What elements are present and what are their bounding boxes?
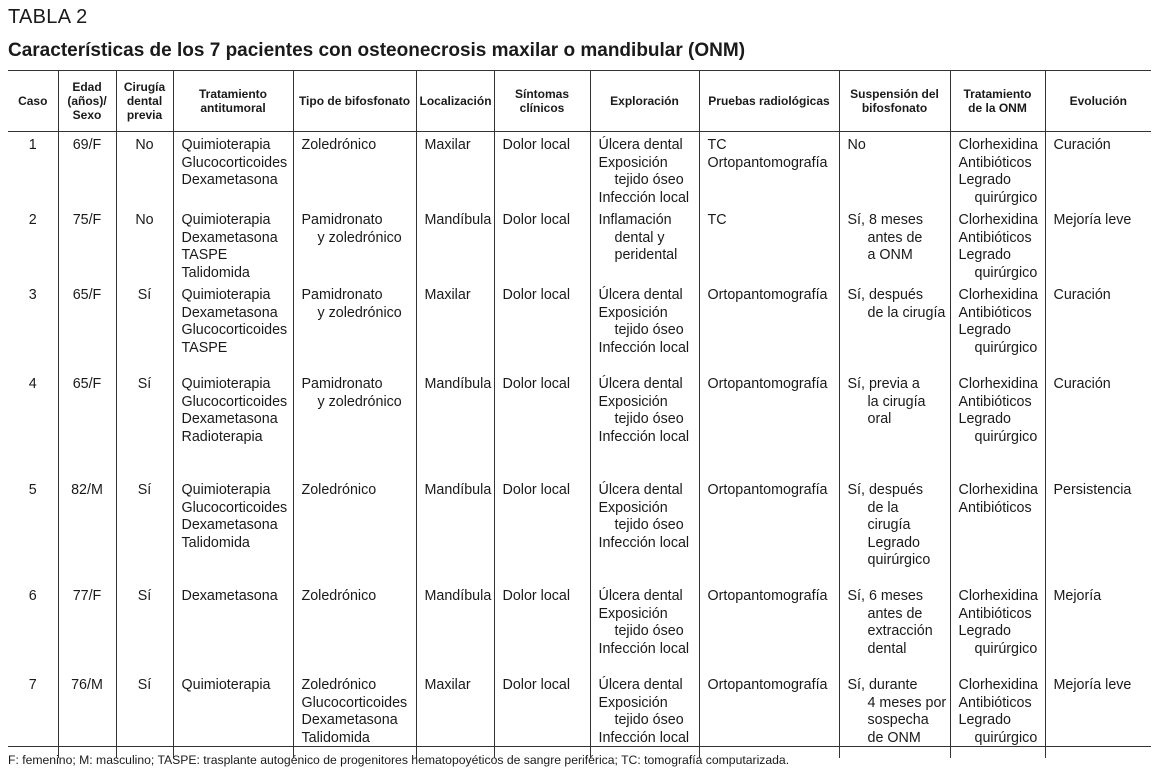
header-text: bifosfonato xyxy=(861,101,928,115)
cell-text: Dolor local xyxy=(502,376,571,392)
cell-text: Sí xyxy=(137,677,152,693)
cell-exploracion xyxy=(590,477,699,583)
cell-tipo-bifosfonato xyxy=(293,583,416,672)
cell-line: Ortopantomografía xyxy=(707,588,828,604)
cell-suspension-bifosfonato xyxy=(839,672,950,758)
cell-line: quirúrgico xyxy=(974,264,1038,281)
cell-line: Talidomida xyxy=(181,264,250,281)
cell-tratamiento-onm xyxy=(950,672,1045,758)
cell-edad-sexo xyxy=(58,207,116,282)
cell-line: No xyxy=(847,137,866,153)
cell-pruebas-radiologicas xyxy=(699,371,839,477)
header-text: Cirugía xyxy=(123,80,166,94)
cell-text: 7 xyxy=(28,677,37,693)
cell-line: tejido óseo xyxy=(614,623,684,639)
cell-text: Mandíbula xyxy=(424,588,492,604)
cell-text: 82/M xyxy=(71,482,103,498)
cell-localizacion xyxy=(416,672,494,758)
cell-text: 6 xyxy=(28,588,37,604)
cell-tipo-bifosfonato xyxy=(293,371,416,477)
cell-evolucion xyxy=(1045,207,1151,282)
cell-caso xyxy=(8,583,58,672)
header-exploracion xyxy=(590,71,699,132)
cell-pruebas-radiologicas xyxy=(699,583,839,672)
cell-line: Exposición xyxy=(598,605,668,622)
cell-text: Mandíbula xyxy=(424,482,492,498)
cell-text: Maxilar xyxy=(424,137,471,153)
cell-text: 2 xyxy=(28,212,37,228)
cell-sintomas xyxy=(494,672,590,758)
cell-pruebas-radiologicas xyxy=(699,282,839,371)
cell-line: TASPE xyxy=(181,247,228,263)
cell-line: Dexametasona xyxy=(181,517,278,533)
cell-text: Dolor local xyxy=(502,482,571,498)
header-tipo-bifosfonato xyxy=(293,71,416,132)
cell-line: Clorhexidina xyxy=(958,482,1038,498)
cell-pruebas-radiologicas xyxy=(699,672,839,758)
header-text: Localización xyxy=(419,94,492,108)
cell-line: Exposición xyxy=(598,694,668,711)
cell-line: de la cirugía xyxy=(867,304,946,321)
cell-line: Dexametasona xyxy=(181,304,278,321)
cell-line: Sí, durante xyxy=(847,677,918,693)
cell-text: 75/F xyxy=(72,212,102,228)
cell-line: TASPE xyxy=(181,339,228,356)
cell-evolucion xyxy=(1045,477,1151,583)
cell-cirugia-previa xyxy=(116,132,173,208)
cell-caso xyxy=(8,282,58,371)
cell-line: Antibióticos xyxy=(958,229,1032,246)
table-row xyxy=(8,371,1151,477)
cell-exploracion xyxy=(590,132,699,208)
cell-line: Infección local xyxy=(598,428,690,445)
header-pruebas-radiologicas xyxy=(699,71,839,132)
cell-suspension-bifosfonato xyxy=(839,132,950,208)
cell-text: Dolor local xyxy=(502,287,571,303)
cell-line: Infección local xyxy=(598,729,690,746)
cell-text: 1 xyxy=(28,137,37,153)
cell-exploracion xyxy=(590,672,699,758)
cell-tipo-bifosfonato xyxy=(293,477,416,583)
table-row xyxy=(8,282,1151,371)
cell-evolucion xyxy=(1045,371,1151,477)
cell-tratamiento-onm xyxy=(950,477,1045,583)
header-text: (años)/ xyxy=(67,94,107,108)
cell-tipo-bifosfonato xyxy=(293,282,416,371)
table-title: Características de los 7 pacientes con osteonecrosis maxilar o mandibular (ONM) xyxy=(8,40,746,61)
patients-table-container xyxy=(8,70,1151,747)
cell-localizacion xyxy=(416,371,494,477)
cell-edad-sexo xyxy=(58,371,116,477)
cell-exploracion xyxy=(590,371,699,477)
cell-line: Sí, después xyxy=(847,482,924,498)
table-row xyxy=(8,477,1151,583)
cell-text: Dolor local xyxy=(502,588,571,604)
header-caso xyxy=(8,71,58,132)
cell-line: Antibióticos xyxy=(958,605,1032,622)
cell-sintomas xyxy=(494,282,590,371)
cell-cirugia-previa xyxy=(116,282,173,371)
cell-text: Curación xyxy=(1053,287,1111,303)
cell-text: Sí xyxy=(137,482,152,498)
cell-line: Antibióticos xyxy=(958,499,1032,516)
cell-line: Quimioterapia xyxy=(181,482,271,498)
header-text: Exploración xyxy=(610,94,679,108)
cell-line: quirúrgico xyxy=(974,189,1038,206)
header-text: Tipo de bifosfonato xyxy=(298,94,411,108)
cell-sintomas xyxy=(494,583,590,672)
cell-line: Sí, después xyxy=(847,287,924,303)
cell-line: Ortopantomografía xyxy=(707,677,828,693)
cell-text: 5 xyxy=(28,482,37,498)
cell-caso xyxy=(8,371,58,477)
cell-text: Dolor local xyxy=(502,137,571,153)
cell-line: Clorhexidina xyxy=(958,376,1038,392)
cell-tratamiento-antitumoral xyxy=(173,371,293,477)
cell-line: Úlcera dental xyxy=(598,588,683,604)
cell-tratamiento-onm xyxy=(950,132,1045,208)
cell-line: Dexametasona xyxy=(181,588,278,604)
cell-line: Quimioterapia xyxy=(181,212,271,228)
cell-line: Quimioterapia xyxy=(181,677,271,693)
cell-pruebas-radiologicas xyxy=(699,132,839,208)
header-tratamiento-antitumoral xyxy=(173,71,293,132)
cell-line: Antibióticos xyxy=(958,154,1032,171)
cell-exploracion xyxy=(590,282,699,371)
cell-line: Ortopantomografía xyxy=(707,376,828,392)
cell-edad-sexo xyxy=(58,672,116,758)
cell-sintomas xyxy=(494,207,590,282)
cell-line: Quimioterapia xyxy=(181,287,271,303)
header-evolucion xyxy=(1045,71,1151,132)
table-body xyxy=(8,132,1151,759)
cell-caso xyxy=(8,132,58,208)
cell-line: Talidomida xyxy=(301,729,370,746)
header-text: previa xyxy=(126,108,163,122)
cell-text: Sí xyxy=(137,588,152,604)
cell-line: Úlcera dental xyxy=(598,677,683,693)
header-localizacion xyxy=(416,71,494,132)
cell-line: Clorhexidina xyxy=(958,212,1038,228)
header-text: Caso xyxy=(18,94,48,108)
cell-line: Talidomida xyxy=(181,534,250,551)
cell-line: Pamidronato xyxy=(301,212,383,228)
cell-tratamiento-antitumoral xyxy=(173,672,293,758)
cell-line: Dexametasona xyxy=(301,712,398,728)
cell-localizacion xyxy=(416,132,494,208)
cell-text: Curación xyxy=(1053,137,1111,153)
cell-tipo-bifosfonato xyxy=(293,207,416,282)
header-text: dental xyxy=(126,94,163,108)
cell-localizacion xyxy=(416,282,494,371)
cell-line: Antibióticos xyxy=(958,304,1032,321)
cell-line: de ONM xyxy=(867,729,921,746)
cell-line: Zoledrónico xyxy=(301,588,377,604)
cell-cirugia-previa xyxy=(116,583,173,672)
header-cirugia-previa xyxy=(116,71,173,132)
cell-line: Sí, 8 meses xyxy=(847,212,923,228)
cell-line: dental xyxy=(867,640,907,657)
header-text: Pruebas radiológicas xyxy=(708,94,830,108)
cell-line: Clorhexidina xyxy=(958,588,1038,604)
cell-line: Legrado xyxy=(958,712,1011,728)
cell-edad-sexo xyxy=(58,132,116,208)
cell-tratamiento-antitumoral xyxy=(173,207,293,282)
cell-line: TC xyxy=(707,212,727,228)
cell-sintomas xyxy=(494,371,590,477)
cell-line: Dexametasona xyxy=(181,229,278,246)
header-sintomas xyxy=(494,71,590,132)
cell-line: tejido óseo xyxy=(614,172,684,188)
cell-text: 65/F xyxy=(72,376,102,392)
cell-tipo-bifosfonato xyxy=(293,672,416,758)
cell-line: Exposición xyxy=(598,393,668,410)
cell-line: Pamidronato xyxy=(301,287,383,303)
cell-line: tejido óseo xyxy=(614,411,684,427)
cell-line: tejido óseo xyxy=(614,322,684,338)
cell-tratamiento-antitumoral xyxy=(173,477,293,583)
cell-pruebas-radiologicas xyxy=(699,477,839,583)
cell-line: Clorhexidina xyxy=(958,137,1038,153)
header-text: Tratamiento xyxy=(963,87,1032,101)
table-row xyxy=(8,672,1151,758)
cell-line: oral xyxy=(867,411,892,427)
cell-line: quirúrgico xyxy=(974,339,1038,356)
cell-text: 77/F xyxy=(72,588,102,604)
cell-tratamiento-antitumoral xyxy=(173,132,293,208)
cell-line: quirúrgico xyxy=(974,640,1038,657)
cell-line: Infección local xyxy=(598,640,690,657)
cell-text: Mejoría leve xyxy=(1053,212,1132,228)
cell-line: Úlcera dental xyxy=(598,376,683,392)
cell-tratamiento-onm xyxy=(950,371,1045,477)
cell-edad-sexo xyxy=(58,477,116,583)
cell-line: Zoledrónico xyxy=(301,137,377,153)
cell-cirugia-previa xyxy=(116,477,173,583)
cell-tratamiento-onm xyxy=(950,207,1045,282)
cell-line: Sí, previa a xyxy=(847,376,920,392)
cell-exploracion xyxy=(590,207,699,282)
cell-line: Dexametasona xyxy=(181,411,278,427)
cell-text: No xyxy=(135,212,154,228)
cell-line: quirúrgico xyxy=(974,729,1038,746)
cell-line: tejido óseo xyxy=(614,712,684,728)
header-row xyxy=(8,71,1151,132)
cell-tipo-bifosfonato xyxy=(293,132,416,208)
cell-exploracion xyxy=(590,583,699,672)
cell-line: Dexametasona xyxy=(181,172,278,188)
cell-text: 65/F xyxy=(72,287,102,303)
cell-line: tejido óseo xyxy=(614,517,684,533)
cell-line: Legrado xyxy=(958,623,1011,639)
cell-line: Legrado xyxy=(958,172,1011,188)
table-footnote: F: femenino; M: masculino; TASPE: trasplante autogénico de progenitores hematopoyéticos de sangre periférica; TC: tomografía computarizada. xyxy=(8,753,790,767)
table-row xyxy=(8,583,1151,672)
cell-line: Úlcera dental xyxy=(598,137,683,153)
cell-localizacion xyxy=(416,477,494,583)
cell-text: Maxilar xyxy=(424,287,471,303)
cell-line: la cirugía xyxy=(867,393,926,410)
cell-line: Legrado xyxy=(958,322,1011,338)
cell-line: Clorhexidina xyxy=(958,677,1038,693)
cell-line: Glucocorticoides xyxy=(181,154,288,171)
cell-line: Zoledrónico xyxy=(301,677,377,693)
cell-line: Quimioterapia xyxy=(181,376,271,392)
cell-line: cirugía xyxy=(867,517,911,533)
header-suspension-bifosfonato xyxy=(839,71,950,132)
cell-line: Radioterapia xyxy=(181,428,263,445)
cell-line: Infección local xyxy=(598,534,690,551)
cell-sintomas xyxy=(494,132,590,208)
cell-line: quirúrgico xyxy=(867,552,931,568)
cell-suspension-bifosfonato xyxy=(839,583,950,672)
cell-line: Glucocorticoides xyxy=(181,499,288,516)
header-text: Evolución xyxy=(1069,94,1127,108)
cell-line: y zoledrónico xyxy=(317,393,402,410)
cell-line: y zoledrónico xyxy=(317,229,402,246)
cell-text: Mejoría xyxy=(1053,588,1102,604)
cell-text: 3 xyxy=(28,287,37,303)
cell-line: dental y xyxy=(614,229,665,246)
cell-text: No xyxy=(135,137,154,153)
cell-line: Glucocorticoides xyxy=(301,694,408,711)
header-text: Suspensión del xyxy=(850,87,939,101)
cell-tratamiento-antitumoral xyxy=(173,583,293,672)
table-row xyxy=(8,207,1151,282)
cell-text: Curación xyxy=(1053,376,1111,392)
cell-line: antes de xyxy=(867,605,923,622)
cell-caso xyxy=(8,672,58,758)
cell-line: Úlcera dental xyxy=(598,482,683,498)
cell-text: 69/F xyxy=(72,137,102,153)
cell-line: peridental xyxy=(614,247,678,263)
cell-caso xyxy=(8,477,58,583)
cell-line: Ortopantomografía xyxy=(707,482,828,498)
cell-line: antes de xyxy=(867,229,923,246)
cell-line: Infección local xyxy=(598,339,690,356)
cell-evolucion xyxy=(1045,672,1151,758)
cell-text: Mandíbula xyxy=(424,212,492,228)
cell-line: Inflamación xyxy=(598,212,672,228)
cell-line: extracción xyxy=(867,623,933,639)
cell-suspension-bifosfonato xyxy=(839,282,950,371)
cell-line: Sí, 6 meses xyxy=(847,588,923,604)
cell-suspension-bifosfonato xyxy=(839,477,950,583)
cell-text: Sí xyxy=(137,287,152,303)
cell-text: 76/M xyxy=(71,677,103,693)
header-text: Tratamiento xyxy=(198,87,267,101)
cell-cirugia-previa xyxy=(116,207,173,282)
cell-line: Antibióticos xyxy=(958,393,1032,410)
cell-suspension-bifosfonato xyxy=(839,207,950,282)
cell-text: Sí xyxy=(137,376,152,392)
cell-line: Antibióticos xyxy=(958,694,1032,711)
cell-line: Pamidronato xyxy=(301,376,383,392)
header-text: Síntomas xyxy=(514,87,569,101)
cell-text: Dolor local xyxy=(502,212,571,228)
cell-text: Persistencia xyxy=(1053,482,1132,498)
cell-evolucion xyxy=(1045,583,1151,672)
cell-line: TC xyxy=(707,137,727,153)
cell-text: Dolor local xyxy=(502,677,571,693)
cell-line: 4 meses por xyxy=(867,694,947,711)
header-text: clínicos xyxy=(519,101,565,115)
cell-line: Ortopantomografía xyxy=(707,287,828,303)
cell-edad-sexo xyxy=(58,583,116,672)
cell-line: Exposición xyxy=(598,154,668,171)
table-row xyxy=(8,132,1151,208)
cell-tratamiento-onm xyxy=(950,583,1045,672)
cell-line: Legrado xyxy=(958,247,1011,263)
cell-tratamiento-onm xyxy=(950,282,1045,371)
header-text: Sexo xyxy=(72,108,102,122)
cell-localizacion xyxy=(416,583,494,672)
cell-line: Quimioterapia xyxy=(181,137,271,153)
cell-evolucion xyxy=(1045,282,1151,371)
cell-line: Exposición xyxy=(598,499,668,516)
cell-text: Mandíbula xyxy=(424,376,492,392)
cell-sintomas xyxy=(494,477,590,583)
header-tratamiento-onm xyxy=(950,71,1045,132)
cell-line: sospecha xyxy=(867,712,929,728)
cell-line: Glucocorticoides xyxy=(181,393,288,410)
cell-suspension-bifosfonato xyxy=(839,371,950,477)
cell-cirugia-previa xyxy=(116,672,173,758)
table-label: TABLA 2 xyxy=(8,6,88,28)
cell-text: Maxilar xyxy=(424,677,471,693)
cell-caso xyxy=(8,207,58,282)
cell-text: 4 xyxy=(28,376,37,392)
cell-line: Zoledrónico xyxy=(301,482,377,498)
cell-line: Exposición xyxy=(598,304,668,321)
cell-line: Úlcera dental xyxy=(598,287,683,303)
header-text: de la ONM xyxy=(968,101,1027,115)
cell-pruebas-radiologicas xyxy=(699,207,839,282)
cell-line: Clorhexidina xyxy=(958,287,1038,303)
cell-line: Legrado xyxy=(958,411,1011,427)
cell-tratamiento-antitumoral xyxy=(173,282,293,371)
cell-line: a ONM xyxy=(867,247,913,263)
cell-line: Legrado xyxy=(867,534,920,551)
cell-line: de la xyxy=(867,499,899,516)
header-text: antitumoral xyxy=(200,101,266,115)
cell-text: Mejoría leve xyxy=(1053,677,1132,693)
cell-evolucion xyxy=(1045,132,1151,208)
header-text: Edad xyxy=(72,80,102,94)
cell-line: Ortopantomografía xyxy=(707,154,828,171)
cell-localizacion xyxy=(416,207,494,282)
cell-edad-sexo xyxy=(58,282,116,371)
cell-line: Glucocorticoides xyxy=(181,322,288,338)
cell-cirugia-previa xyxy=(116,371,173,477)
cell-line: Infección local xyxy=(598,189,690,206)
patients-table xyxy=(8,71,1151,758)
cell-line: quirúrgico xyxy=(974,428,1038,445)
header-edad-sexo xyxy=(58,71,116,132)
cell-line: y zoledrónico xyxy=(317,304,402,321)
